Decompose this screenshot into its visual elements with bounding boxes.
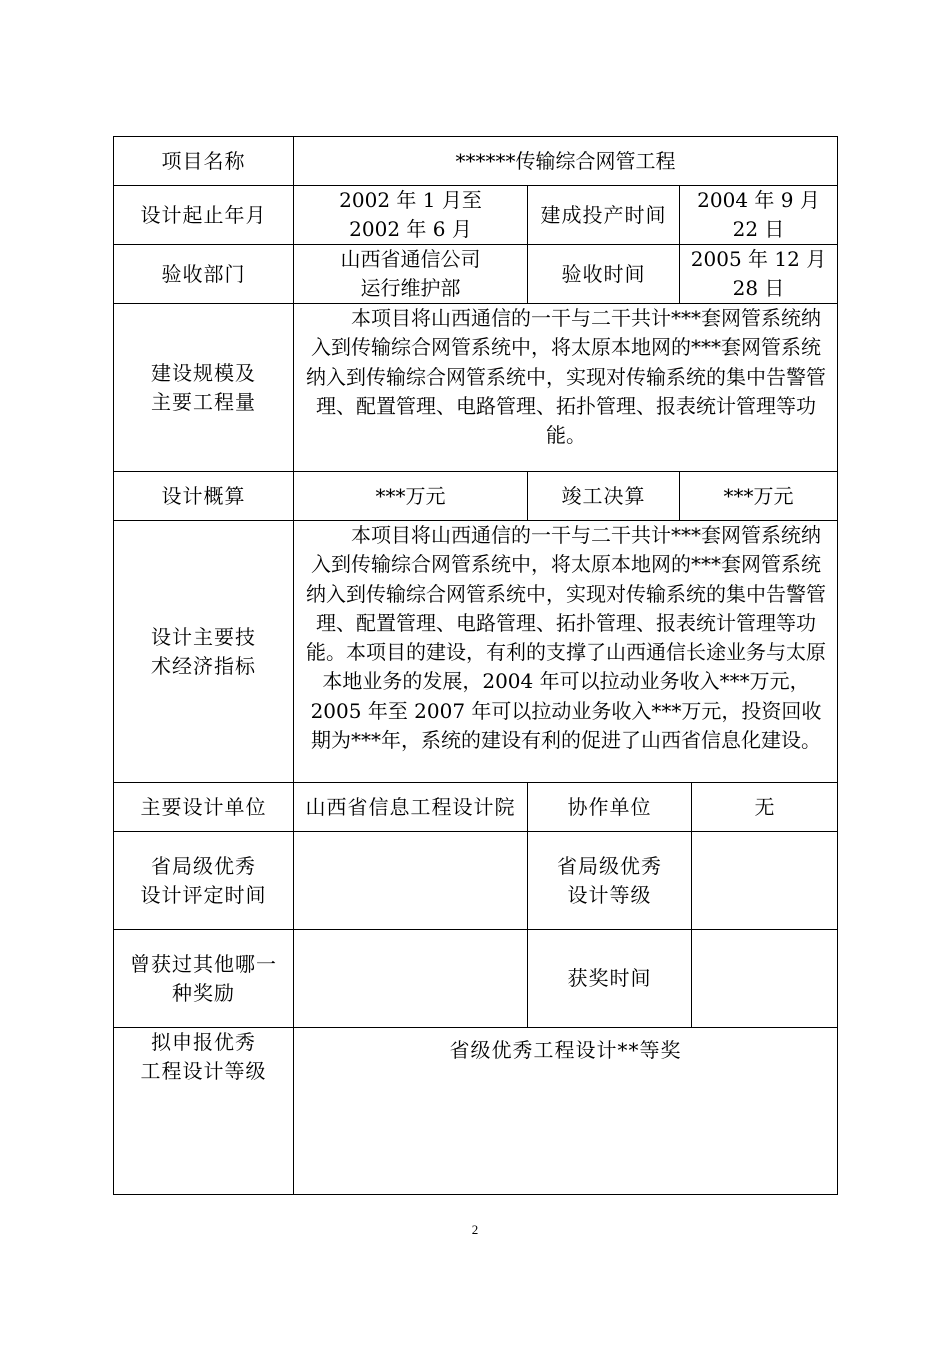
final-account-value: ***万元 xyxy=(680,472,838,521)
excellence-time-label-line2: 设计评定时间 xyxy=(140,882,267,907)
design-period-value-line1: 2002 年 1 月至 xyxy=(339,188,482,212)
operation-time-value-line1: 2004 年 9 月 xyxy=(697,188,820,212)
proposed-level-label-line1: 拟申报优秀 xyxy=(151,1030,256,1054)
acceptance-dept-value-line1: 山西省通信公司 xyxy=(340,247,481,271)
excellence-grade-label-line2: 设计等级 xyxy=(567,882,652,907)
cooperation-unit-value: 无 xyxy=(692,783,838,832)
acceptance-time-label: 验收时间 xyxy=(528,245,680,304)
excellence-grade-label-line1: 省局级优秀 xyxy=(557,853,662,878)
acceptance-dept-value-line2: 运行维护部 xyxy=(360,276,461,300)
budget-value: ***万元 xyxy=(294,472,528,521)
row-other-award xyxy=(114,930,838,1028)
award-time-label: 获奖时间 xyxy=(528,930,692,1028)
proposed-level-label xyxy=(114,1028,294,1195)
scale-label-line2: 主要工程量 xyxy=(151,389,256,414)
other-award-value xyxy=(294,930,528,1028)
acceptance-time-value-line1: 2005 年 12 月 xyxy=(690,247,827,271)
row-design-period xyxy=(114,186,838,245)
excellence-time-label xyxy=(114,832,294,930)
operation-time-label: 建成投产时间 xyxy=(528,186,680,245)
indicators-text: 本项目将山西通信的一干与二干共计***套网管系统纳入到传输综合网管系统中，将太原本地网的***套网管系统纳入到传输综合网管系统中，实现对传输系统的集中告警管理、配置管理、电路管理、拓扑管理、报表统计管理等功能。本项目的建设，有利的支撑了山西通信长途业务与太原本地业务的发展，2004 年可以拉动业务收入***万元，2005 年至 2007 年可以拉动业务收入***万元，投资回收期为***年，系统的建设有利的促进了山西省信息化建设。 xyxy=(294,521,838,783)
other-award-label-line2: 种奖励 xyxy=(172,980,235,1005)
excellence-time-value xyxy=(294,832,528,930)
row-budget xyxy=(114,472,838,521)
project-name-value: ******传输综合网管工程 xyxy=(294,137,838,186)
cooperation-unit-label: 协作单位 xyxy=(528,783,692,832)
other-award-label-line1: 曾获过其他哪一 xyxy=(130,951,277,976)
row-indicators xyxy=(114,521,838,783)
other-award-label xyxy=(114,930,294,1028)
row-project-name xyxy=(114,137,838,186)
design-unit-label: 主要设计单位 xyxy=(114,783,294,832)
row-acceptance xyxy=(114,245,838,304)
excellence-time-label-line1: 省局级优秀 xyxy=(151,853,256,878)
project-name-label: 项目名称 xyxy=(114,137,294,186)
design-period-label: 设计起止年月 xyxy=(114,186,294,245)
proposed-level-label-line2: 工程设计等级 xyxy=(140,1059,267,1083)
page-number: 2 xyxy=(471,1222,479,1237)
indicators-label xyxy=(114,521,294,783)
final-account-label: 竣工决算 xyxy=(528,472,680,521)
excellence-grade-label xyxy=(528,832,692,930)
indicators-label-line2: 术经济指标 xyxy=(151,653,256,678)
acceptance-dept-value xyxy=(294,245,528,304)
award-time-value xyxy=(692,930,838,1028)
proposed-level-value: 省级优秀工程设计**等奖 xyxy=(294,1028,838,1195)
operation-time-value-line2: 22 日 xyxy=(732,217,785,241)
row-design-unit xyxy=(114,783,838,832)
row-scale xyxy=(114,304,838,472)
excellence-grade-value xyxy=(692,832,838,930)
row-proposed-level xyxy=(114,1028,838,1195)
acceptance-time-value-line2: 28 日 xyxy=(732,276,785,300)
design-unit-value: 山西省信息工程设计院 xyxy=(294,783,528,832)
project-info-table xyxy=(113,136,838,1195)
operation-time-value xyxy=(680,186,838,245)
acceptance-time-value xyxy=(680,245,838,304)
design-period-value xyxy=(294,186,528,245)
acceptance-dept-label: 验收部门 xyxy=(114,245,294,304)
indicators-label-line1: 设计主要技 xyxy=(151,624,256,649)
scale-label xyxy=(114,304,294,472)
budget-label: 设计概算 xyxy=(114,472,294,521)
design-period-value-line2: 2002 年 6 月 xyxy=(349,217,472,241)
scale-label-line1: 建设规模及 xyxy=(151,360,256,385)
row-excellence-time xyxy=(114,832,838,930)
scale-text: 本项目将山西通信的一干与二干共计***套网管系统纳入到传输综合网管系统中，将太原本地网的***套网管系统纳入到传输综合网管系统中，实现对传输系统的集中告警管理、配置管理、电路管理、拓扑管理、报表统计管理等功能。 xyxy=(294,304,838,472)
